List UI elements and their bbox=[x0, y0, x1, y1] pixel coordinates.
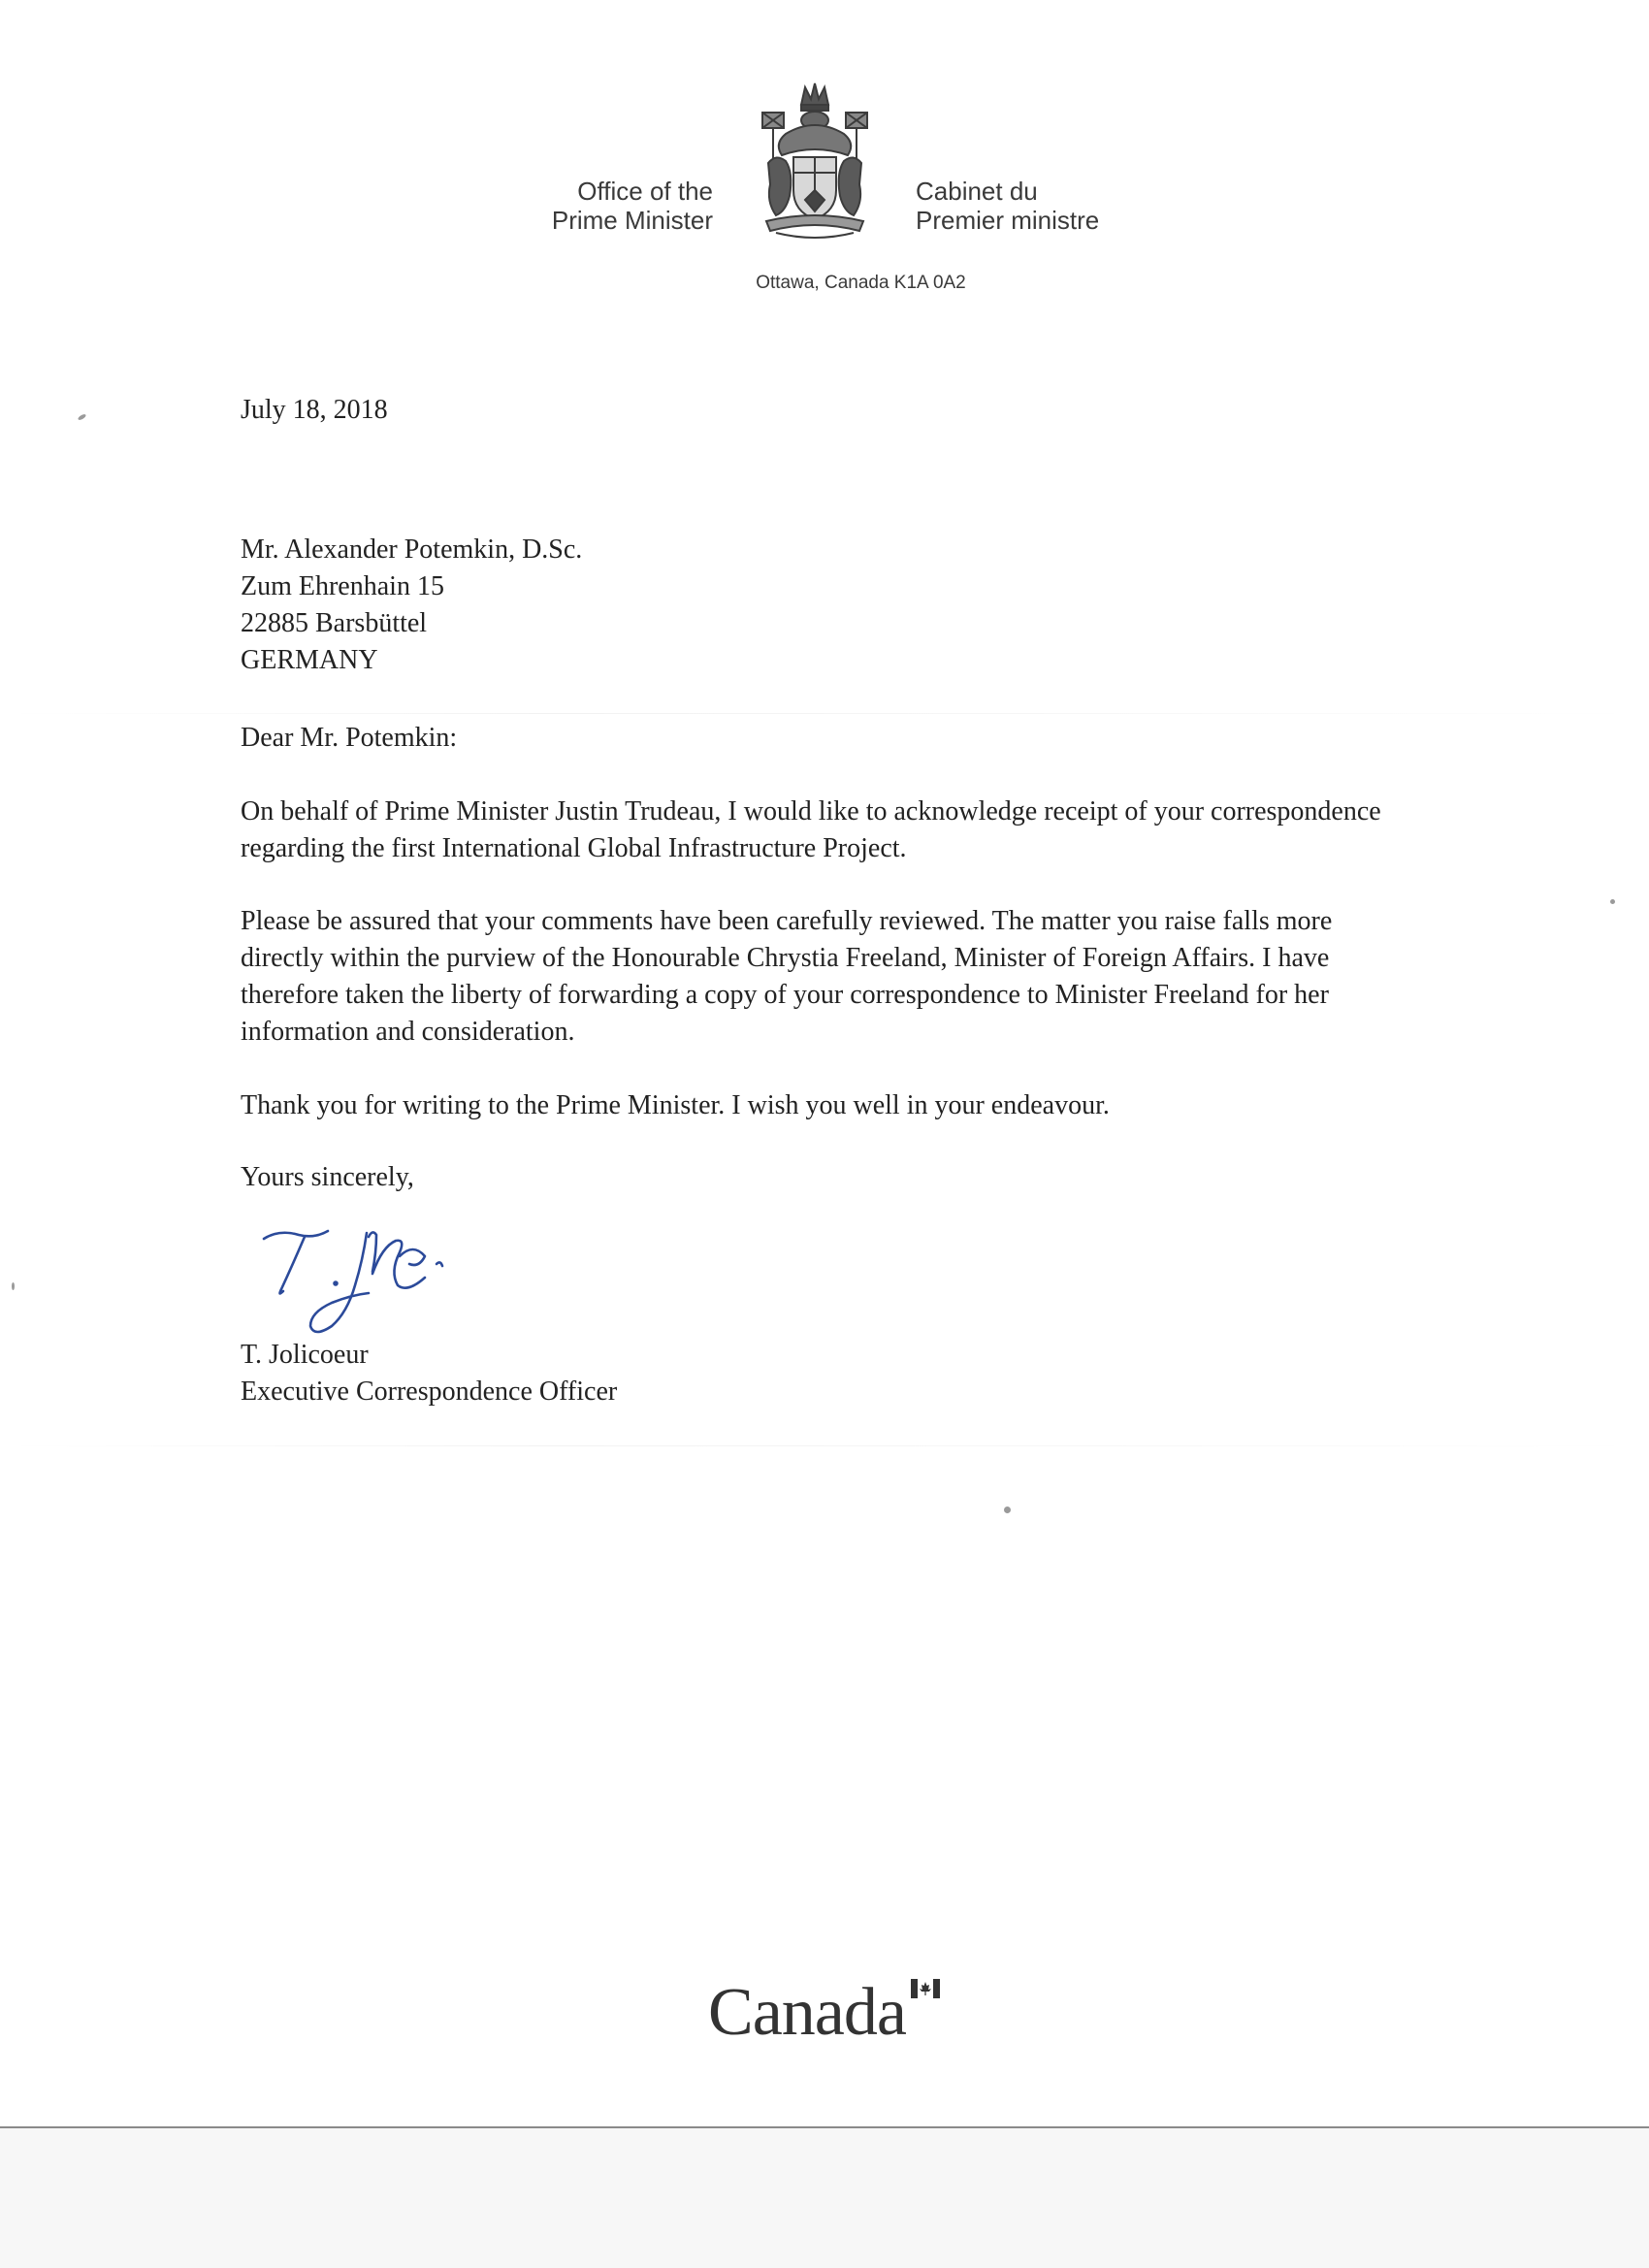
recipient-country: GERMANY bbox=[241, 645, 378, 675]
body-paragraph-1: On behalf of Prime Minister Justin Trudeau, I would like to acknowledge receipt of your correspondence regarding the first International Global Infrastructure Project. bbox=[241, 796, 1381, 863]
canada-flag-icon bbox=[911, 1979, 940, 1998]
signer-title: Executive Correspondence Officer bbox=[241, 1377, 618, 1407]
salutation: Dear Mr. Potemkin: bbox=[241, 723, 458, 753]
fold-line bbox=[0, 1445, 1649, 1446]
signer-block bbox=[241, 1337, 617, 1410]
letter-date: July 18, 2018 bbox=[241, 395, 388, 425]
recipient-name: Mr. Alexander Potemkin, D.Sc. bbox=[241, 535, 583, 565]
recipient-city: 22885 Barsbüttel bbox=[241, 608, 428, 638]
scan-speck bbox=[12, 1282, 15, 1290]
canada-wordmark: Canada bbox=[708, 1975, 906, 2050]
signature bbox=[254, 1217, 458, 1344]
body-paragraph-2: Please be assured that your comments have been carefully reviewed. The matter you raise falls more directly within the purview of the Honourable Chrystia Freeland, Minister of Foreign Affairs. I have therefore taken the liberty of forwarding a copy of your correspondence to Minister Freeland for her information and consideration. bbox=[241, 906, 1333, 1047]
body-paragraph-3: Thank you for writing to the Prime Minister. I wish you well in your endeavour. bbox=[241, 1090, 1110, 1120]
fold-line bbox=[0, 713, 1649, 714]
coat-of-arms-icon bbox=[747, 76, 883, 245]
closing: Yours sincerely, bbox=[241, 1162, 414, 1192]
recipient-address bbox=[241, 532, 582, 679]
recipient-street: Zum Ehrenhain 15 bbox=[241, 571, 444, 601]
letterhead-office-en: Office of the Prime Minister bbox=[551, 177, 713, 235]
scan-speck bbox=[1004, 1507, 1011, 1513]
signer-name: T. Jolicoeur bbox=[241, 1340, 369, 1370]
scan-speck bbox=[1610, 899, 1615, 904]
letterhead-office-fr: Cabinet du Premier ministre bbox=[916, 177, 1100, 235]
letterhead-address: Ottawa, Canada K1A 0A2 bbox=[756, 273, 966, 293]
scan-background bbox=[0, 2128, 1649, 2268]
